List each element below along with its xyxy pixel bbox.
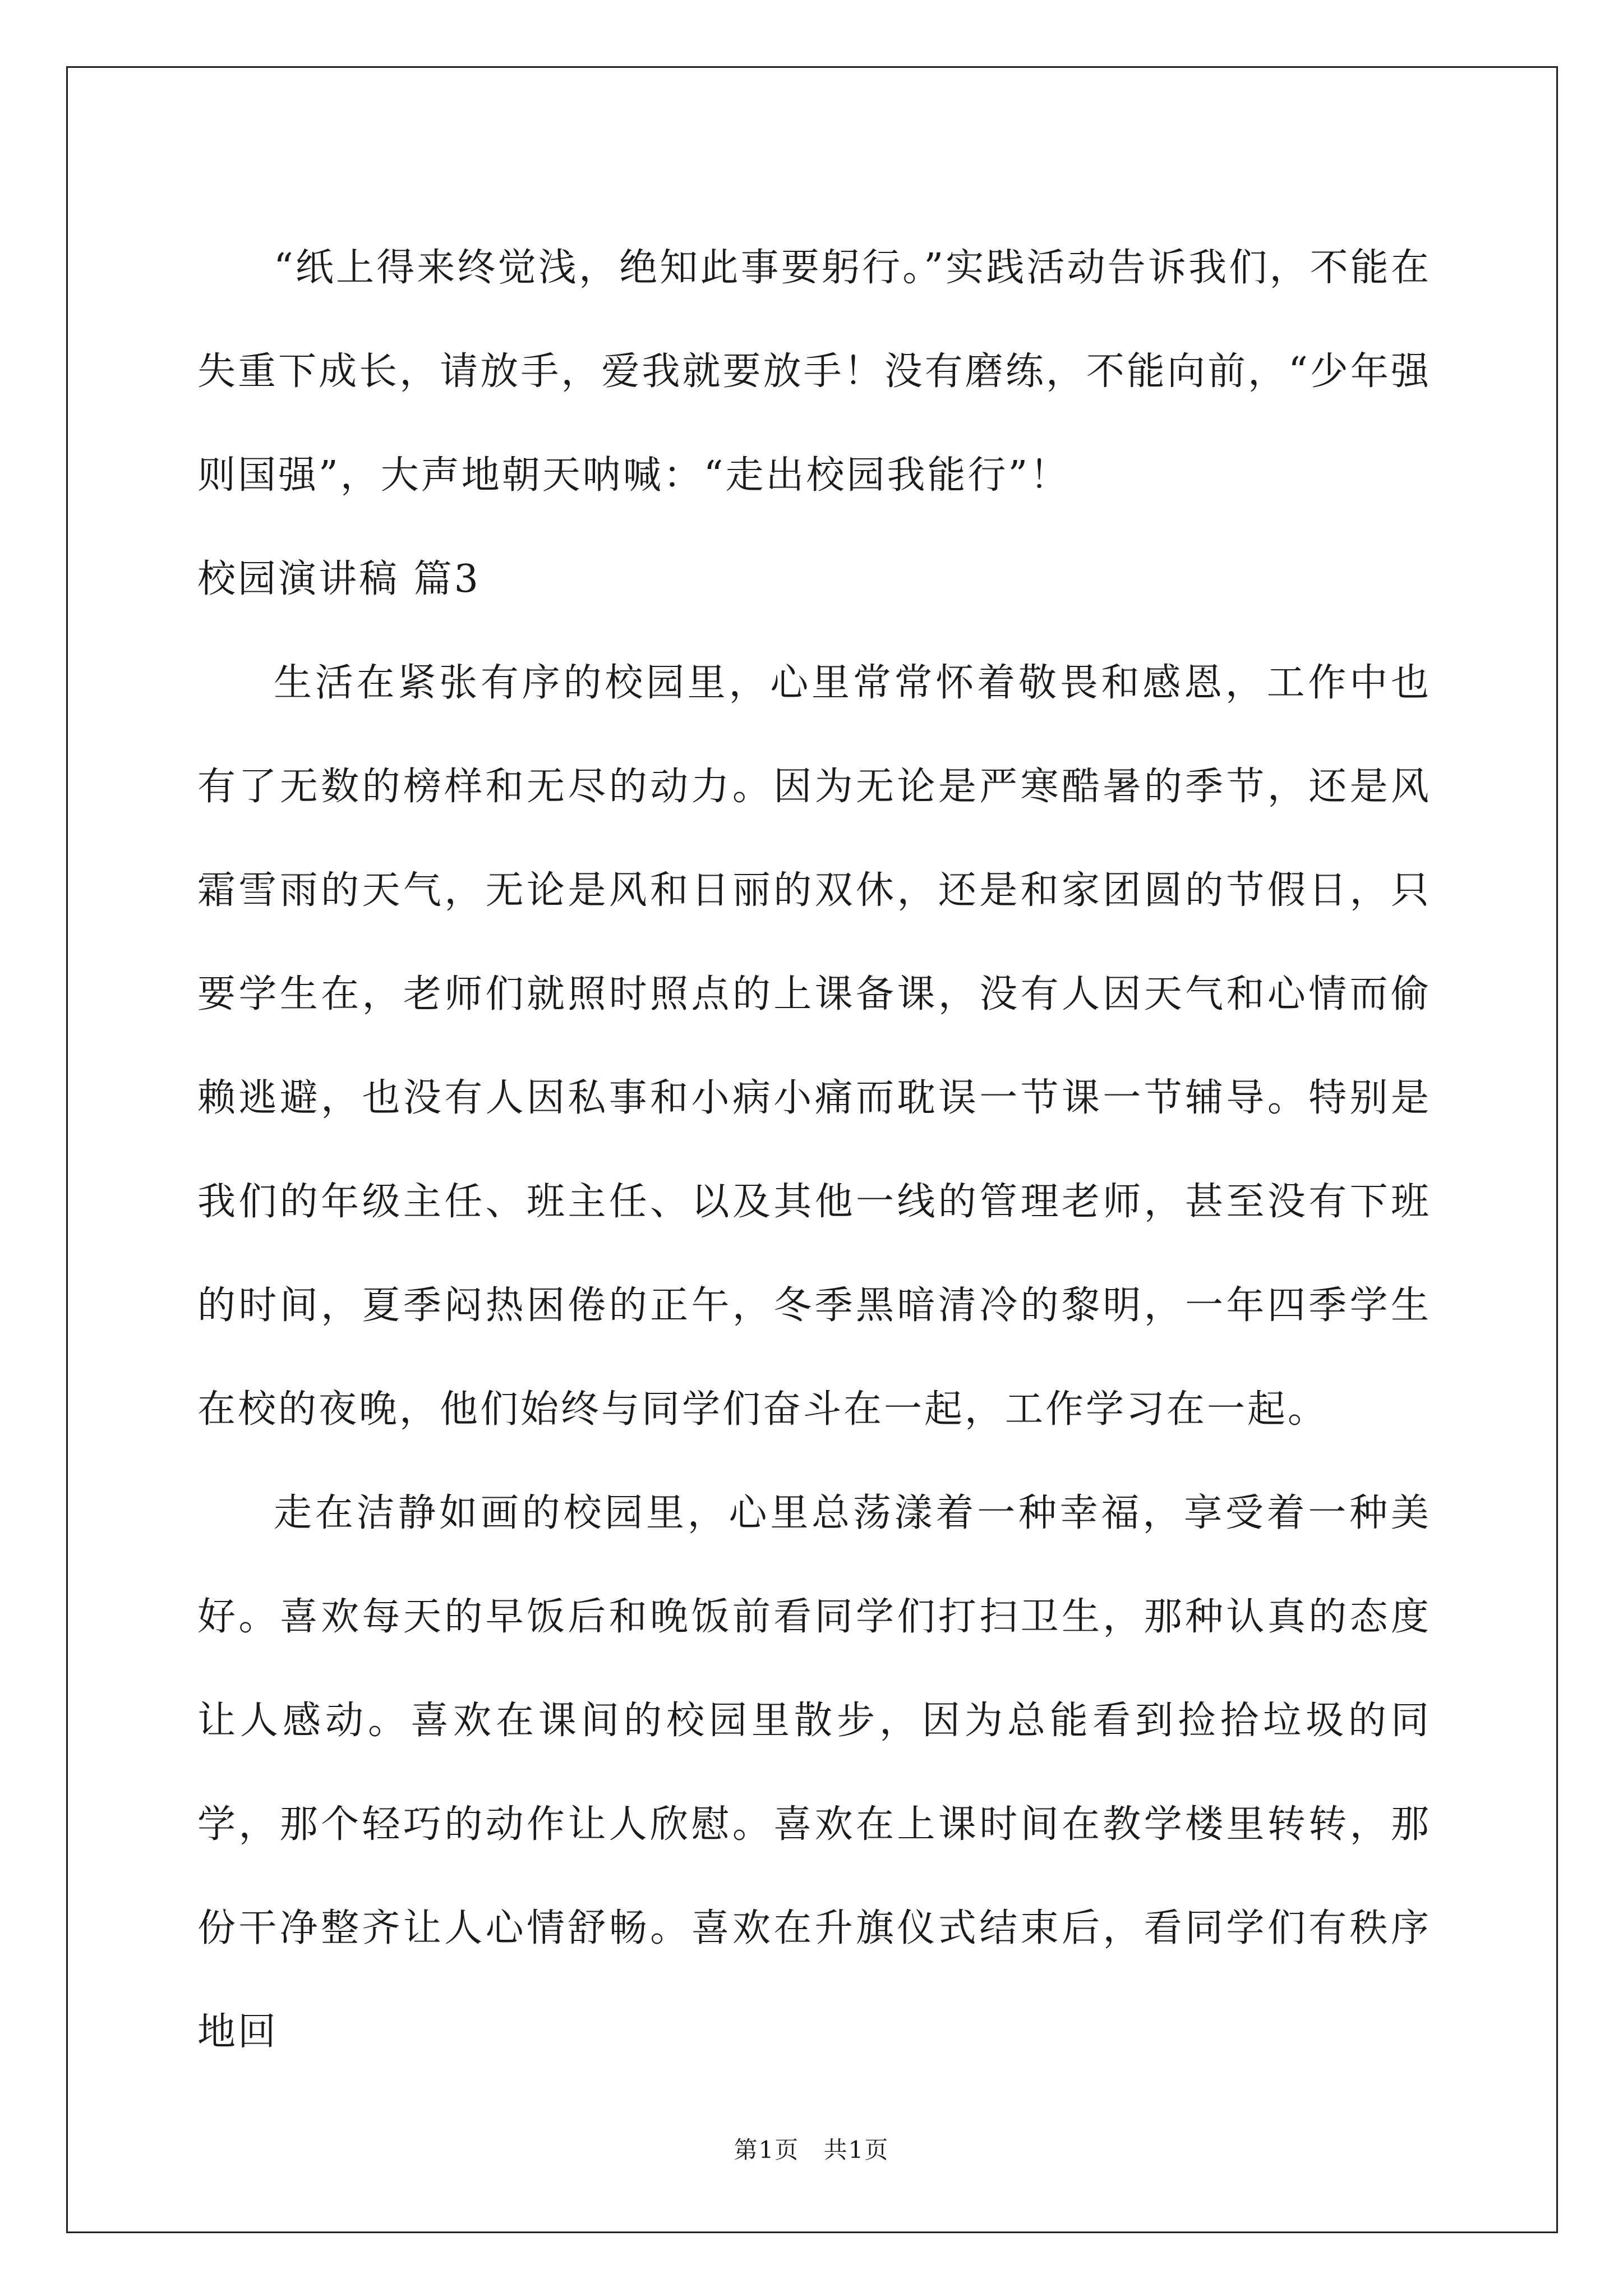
paragraph: 走在洁静如画的校园里，心里总荡漾着一种幸福，享受着一种美好。喜欢每天的早饭后和晚饭前看同学们打扫卫生，那种认真的态度让人感动。喜欢在课间的校园里散步，因为总能看到捡拾垃圾的同学，那个轻巧的动作让人欣慰。喜欢在上课时间在教学楼里转转，那份干净整齐让人心情舒畅。喜欢在升旗仪式结束后，看同学们有秩序地回 <box>197 1491 1431 2054</box>
paragraph: “纸上得来终觉浅，绝知此事要躬行。”实践活动告诉我们，不能在失重下成长，请放手，爱我就要放手！没有磨练，不能向前，“少年强则国强”，大声地朝天呐喊：“走出校园我能行”！ <box>197 246 1431 498</box>
page-number: 第1页 <box>734 2136 800 2164</box>
document-body <box>197 216 1431 2084</box>
page-footer <box>0 2132 1623 2165</box>
page-total: 共1页 <box>823 2136 889 2164</box>
paragraph: 生活在紧张有序的校园里，心里常常怀着敬畏和感恩，工作中也有了无数的榜样和无尽的动力。因为无论是严寒酷暑的季节，还是风霜雪雨的天气，无论是风和日丽的双休，还是和家团圆的节假日，只要学生在，老师们就照时照点的上课备课，没有人因天气和心情而偷赖逃避，也没有人因私事和小病小痛而耽误一节课一节辅导。特别是我们的年级主任、班主任、以及其他一线的管理老师，甚至没有下班的时间，夏季闷热困倦的正午，冬季黑暗清冷的黎明，一年四季学生在校的夜晚，他们始终与同学们奋斗在一起，工作学习在一起。 <box>197 661 1431 1432</box>
section-title: 校园演讲稿 篇3 <box>197 557 481 601</box>
